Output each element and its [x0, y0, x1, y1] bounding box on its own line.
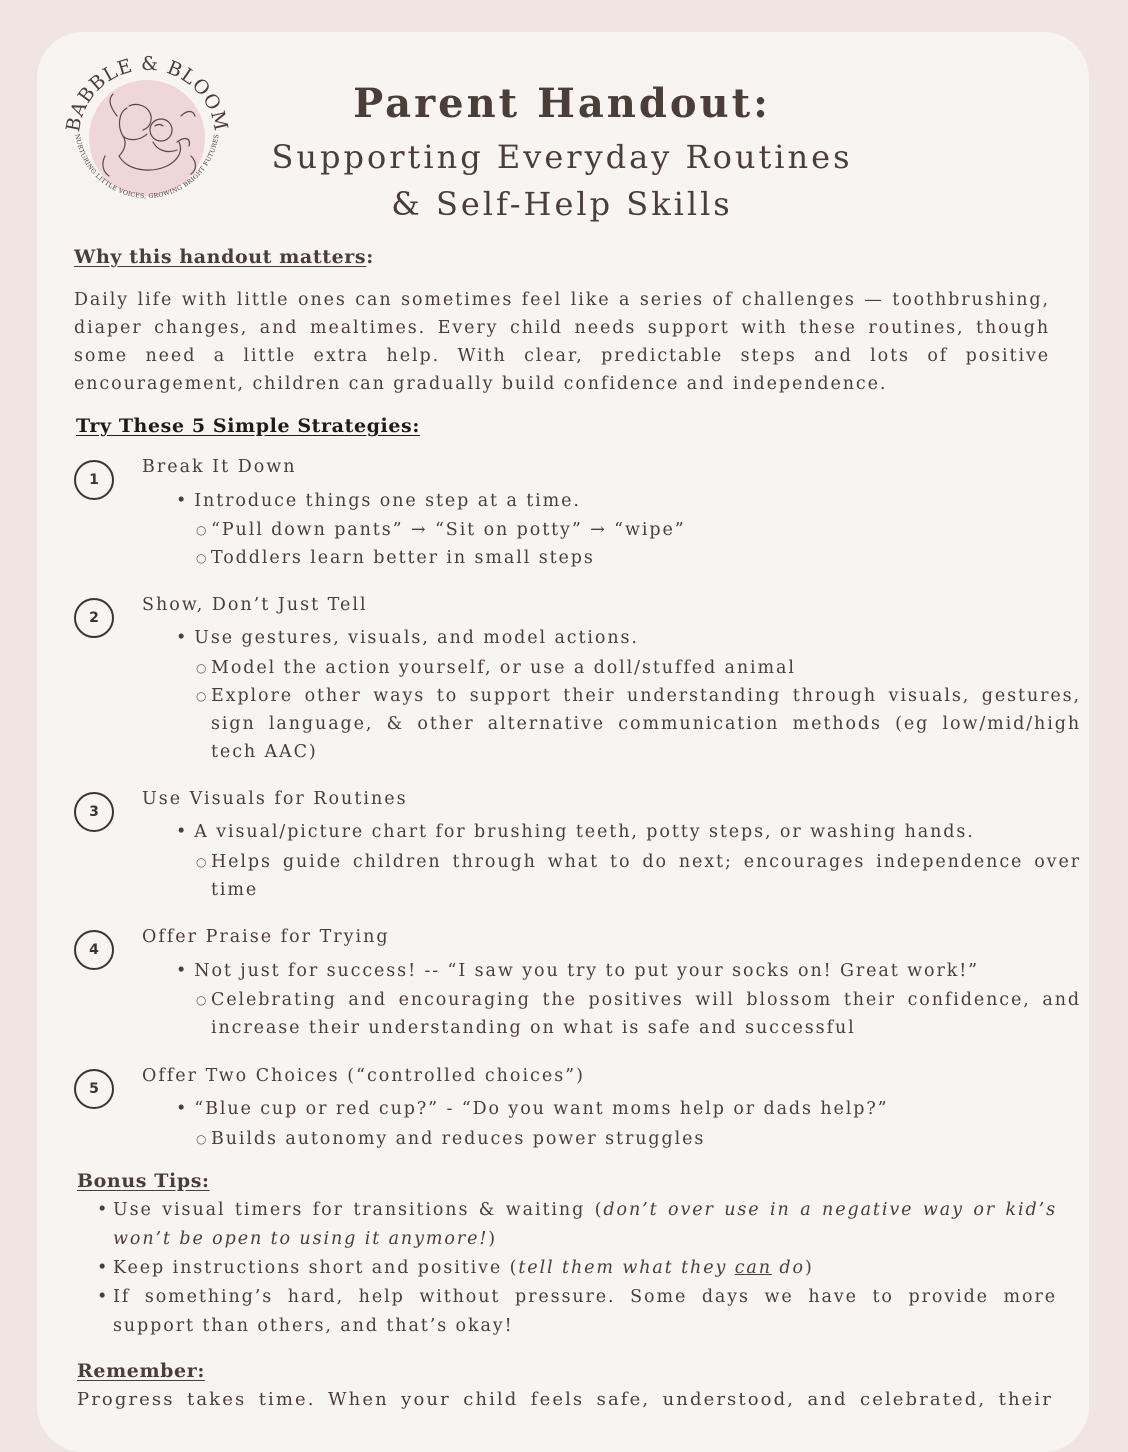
logo-brand-text: BABBLE & BLOOM [62, 52, 233, 134]
why-paragraph: Daily life with little ones can sometimes feel like a series of challenges — toothbrushing, diaper changes, and mealtimes. Every child needs support with these routines, though some need a little extra help. With clear, predictable steps and lots of positive encouragement, children can gradually build confidence and independence. [74, 290, 1050, 394]
strategy-title: Offer Praise for Trying [142, 927, 390, 947]
bonus-tip: • Keep instructions short and positive (tell them what they can do) [97, 1258, 814, 1278]
step-number-badge: 2 [74, 598, 114, 638]
strategies-heading-text: Try These 5 Simple Strategies: [76, 415, 420, 437]
why-heading-colon: : [366, 246, 374, 268]
strategy-title: Break It Down [142, 457, 297, 477]
strategy-subpoint: ○ Explore other ways to support their understanding through visuals, gestures, sign language, & other alternative communication methods (eg low/mid/high tech AAC) [196, 686, 1081, 762]
remember-paragraph: Progress takes time. When your child feels safe, understood, and celebrated, their [77, 1389, 1053, 1410]
subtitle-line-1: Supporting Everyday Routines [271, 138, 853, 176]
strategy-point: • Use gestures, visuals, and model actions. [176, 628, 639, 648]
page-subtitle [242, 134, 882, 228]
subtitle-line-2: & Self-Help Skills [391, 185, 733, 223]
strategy-subpoint: ○ Model the action yourself, or use a doll/stuffed animal [196, 658, 796, 678]
strategy-title: Use Visuals for Routines [142, 789, 408, 809]
strategy-point: • Not just for success! -- “I saw you try to put your socks on! Great work!” [176, 961, 980, 981]
babble-bloom-logo [57, 46, 237, 226]
strategy-point: • A visual/picture chart for brushing teeth, potty steps, or washing hands. [176, 822, 975, 842]
strategy-subpoint: ○ Celebrating and encouraging the positives will blossom their confidence, and increase their understanding on what is safe and successful [196, 990, 1081, 1038]
handout-card [37, 32, 1089, 1452]
bonus-tip: • If something’s hard, help without pressure. Some days we have to provide more support than others, and that’s okay! [97, 1287, 1057, 1336]
bonus-tip: • Use visual timers for transitions & waiting (don’t over use in a negative way or kid’s won’t be open to using it anymore!) [97, 1200, 1057, 1249]
step-number-badge: 5 [74, 1069, 114, 1109]
why-heading [74, 246, 374, 268]
strategy-subpoint: ○ Toddlers learn better in small steps [196, 548, 595, 568]
logo-tagline-text: NURTURING LITTLE VOICES, GROWING BRIGHT FUTURES [73, 133, 221, 201]
strategy-subpoint: ○ “Pull down pants” → “Sit on potty” → “wipe” [196, 520, 686, 540]
strategy-point: • Introduce things one step at a time. [176, 491, 581, 511]
step-number-badge: 1 [74, 460, 114, 500]
strategy-title: Offer Two Choices (“controlled choices”) [142, 1066, 585, 1086]
bonus-tips-list [97, 1196, 1057, 1341]
why-heading-text: Why this handout matters [74, 246, 367, 268]
bonus-heading: Bonus Tips: [77, 1170, 210, 1192]
step-number-badge: 4 [74, 930, 114, 970]
strategies-heading [76, 415, 420, 437]
strategy-point: • “Blue cup or red cup?” - “Do you want moms help or dads help?” [176, 1099, 889, 1119]
page-title: Parent Handout: [353, 80, 771, 127]
remember-heading: Remember: [77, 1360, 205, 1382]
strategy-subpoint: ○ Builds autonomy and reduces power struggles [196, 1129, 706, 1149]
step-number-badge: 3 [74, 792, 114, 832]
strategy-title: Show, Don’t Just Tell [142, 595, 368, 615]
strategy-subpoint: ○ Helps guide children through what to do next; encourages independence over time [196, 852, 1081, 900]
